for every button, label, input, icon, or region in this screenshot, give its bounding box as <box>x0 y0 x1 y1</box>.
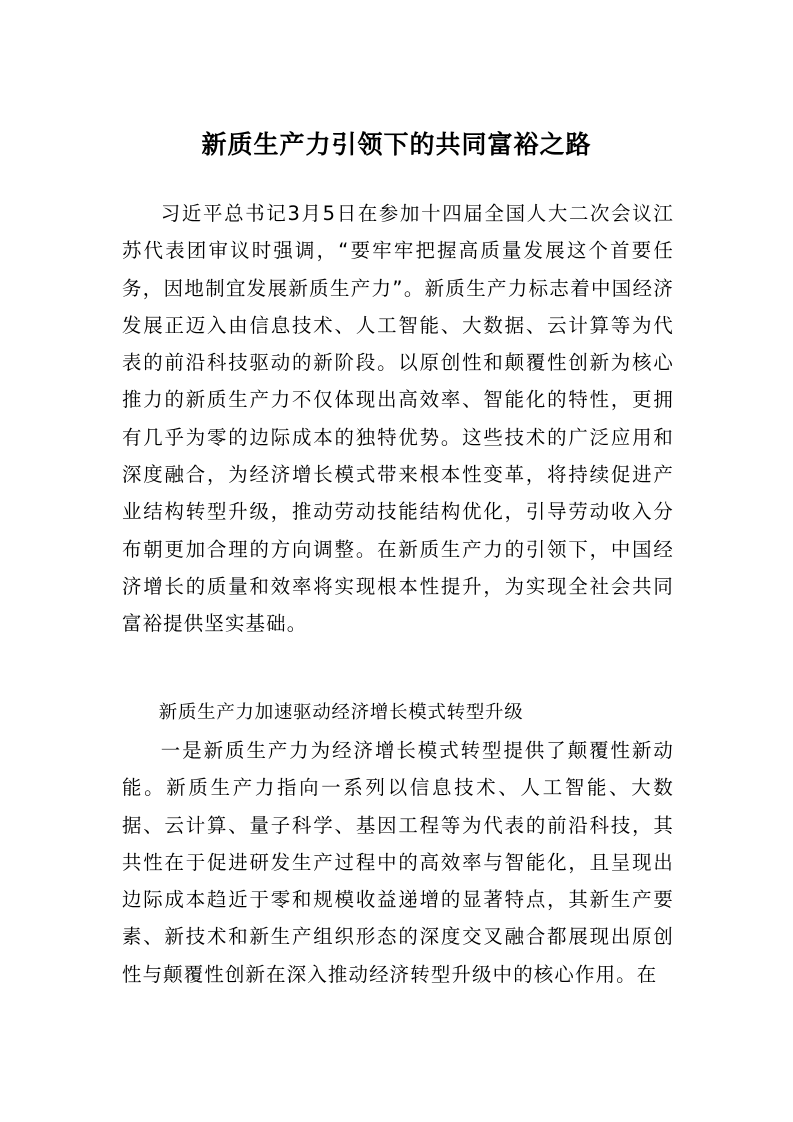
section-heading: 新质生产力加速驱动经济增长模式转型升级 <box>158 702 524 723</box>
document-title: 新质生产力引领下的共同富裕之路 <box>201 130 592 159</box>
paragraph-section-1: 一是新质生产力为经济增长模式转型提供了颠覆性新动能。新质生产力指向一系列以信息技术、人工智能、大数据、云计算、量子科学、基因工程等为代表的前沿科技，其共性在于促进研发生产过程中的高效率与智能化，且呈现出边际成本趋近于零和规模收益递增的显著特点，其新生产要素、新技术和新生产组织形态的深度交叉融合都展现出原创性与颠覆性创新在深入推动经济转型升级中的核心作用。在 <box>122 739 674 986</box>
paragraph-intro: 习近平总书记3月5日在参加十四届全国人大二次会议江苏代表团审议时强调，“要牢牢把握高质量发展这个首要任务，因地制宜发展新质生产力”。新质生产力标志着中国经济发展正迈入由信息技术、人工智能、大数据、云计算等为代表的前沿科技驱动的新阶段。以原创性和颠覆性创新为核心推力的新质生产力不仅体现出高效率、智能化的特性，更拥有几乎为零的边际成本的独特优势。这些技术的广泛应用和深度融合，为经济增长模式带来根本性变革，将持续促进产业结构转型升级，推动劳动技能结构优化，引导劳动收入分布朝更加合理的方向调整。在新质生产力的引领下，中国经济增长的质量和效率将实现根本性提升，为实现全社会共同富裕提供坚实基础。 <box>122 202 674 636</box>
